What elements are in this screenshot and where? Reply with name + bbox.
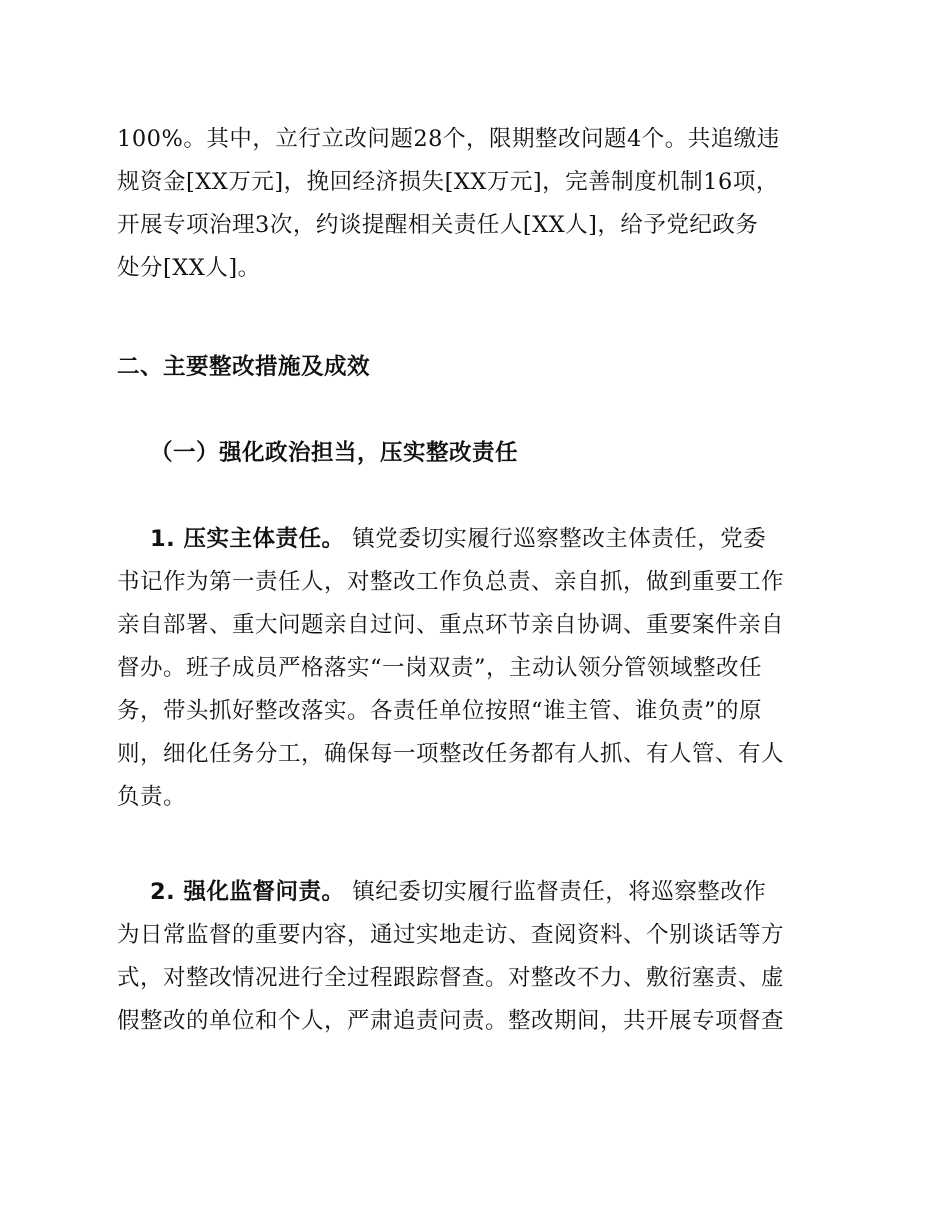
section-heading: 二、主要整改措施及成效 xyxy=(117,354,371,380)
item1-line-4: 督办。班子成员严格落实“一岗双责”，主动认领分管领域整改任 xyxy=(117,655,763,681)
item1-title: 1. 压实主体责任。 xyxy=(150,526,345,552)
subsection-heading: （一）强化政治担当，压实整改责任 xyxy=(150,440,519,466)
item1-first-line xyxy=(150,524,870,554)
intro-line-1: 100%。其中，立行立改问题28个，限期整改问题4个。共追缴违 xyxy=(117,126,780,152)
item1-line-3: 亲自部署、重大问题亲自过问、重点环节亲自协调、重要案件亲自 xyxy=(117,612,785,638)
item2-line-4: 假整改的单位和个人，严肃追责问责。整改期间，共开展专项督查 xyxy=(117,1008,785,1034)
item1-line-5: 务，带头抓好整改落实。各责任单位按照“谁主管、谁负责”的原 xyxy=(117,698,763,724)
item1-line-7: 负责。 xyxy=(117,784,187,810)
item1-first-line-text: 镇党委切实履行巡察整改主体责任，党委 xyxy=(344,526,767,552)
item2-line-3: 式，对整改情况进行全过程跟踪督查。对整改不力、敷衍塞责、虚 xyxy=(117,965,785,991)
item2-line-2: 为日常监督的重要内容，通过实地走访、查阅资料、个别谈话等方 xyxy=(117,922,785,948)
item1-line-2: 书记作为第一责任人，对整改工作负总责、亲自抓，做到重要工作 xyxy=(117,569,785,595)
intro-line-2: 规资金[XX万元]，挽回经济损失[XX万元]，完善制度机制16项， xyxy=(117,169,779,195)
intro-line-3: 开展专项治理3次，约谈提醒相关责任人[XX人]，给予党纪政务 xyxy=(117,212,759,238)
item2-first-line xyxy=(150,877,870,907)
item2-first-line-text: 镇纪委切实履行监督责任，将巡察整改作 xyxy=(344,879,767,905)
intro-line-4: 处分[XX人]。 xyxy=(117,255,261,281)
item1-line-6: 则，细化任务分工，确保每一项整改任务都有人抓、有人管、有人 xyxy=(117,741,785,767)
item2-title: 2. 强化监督问责。 xyxy=(150,879,345,905)
